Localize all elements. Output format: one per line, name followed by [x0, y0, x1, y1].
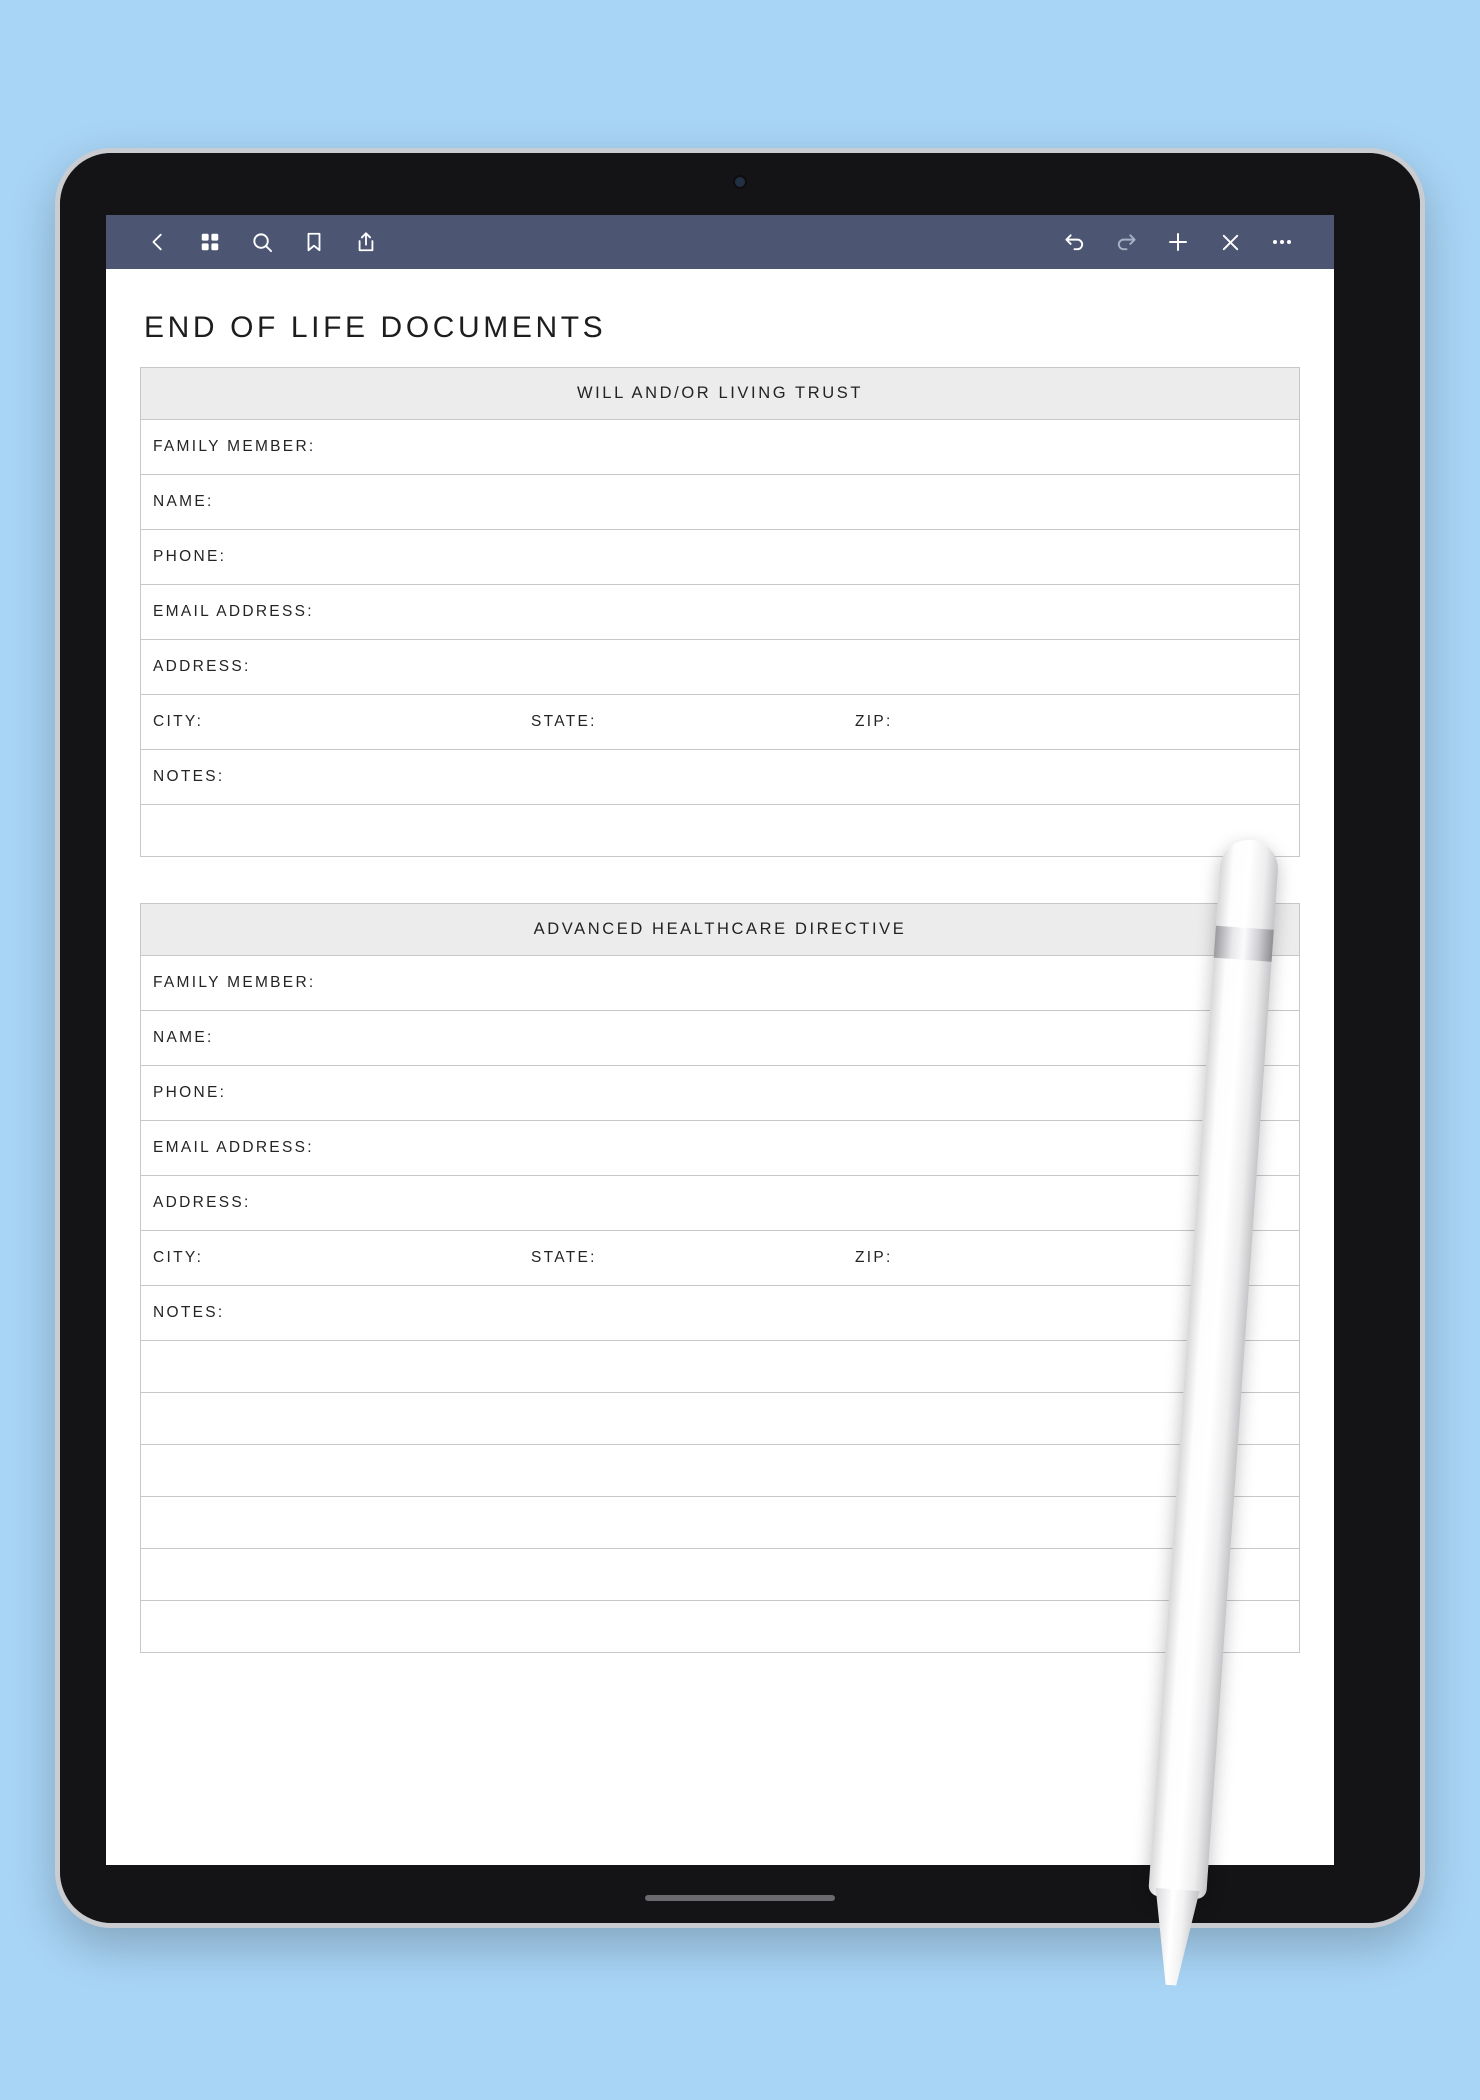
close-icon[interactable]	[1204, 221, 1256, 263]
field-row-address[interactable]	[141, 1176, 1299, 1231]
field-label-state: STATE:	[531, 1249, 597, 1266]
tablet-screen	[106, 215, 1334, 1865]
field-label-notes: NOTES:	[153, 768, 225, 785]
section-heading: ADVANCED HEALTHCARE DIRECTIVE	[141, 904, 1299, 956]
more-icon[interactable]	[1256, 221, 1308, 263]
notes-blank-row[interactable]	[141, 1497, 1299, 1549]
back-icon[interactable]	[132, 221, 184, 263]
bookmark-icon[interactable]	[288, 221, 340, 263]
field-row-address[interactable]	[141, 640, 1299, 695]
add-icon[interactable]	[1152, 221, 1204, 263]
field-label: EMAIL ADDRESS:	[153, 603, 314, 620]
search-icon[interactable]	[236, 221, 288, 263]
thumbnails-icon[interactable]	[184, 221, 236, 263]
toolbar-right-group	[1048, 221, 1308, 263]
undo-icon[interactable]	[1048, 221, 1100, 263]
notes-blank-row[interactable]	[141, 1549, 1299, 1601]
field-row-family-member[interactable]	[141, 956, 1299, 1011]
field-label: ADDRESS:	[153, 658, 251, 675]
redo-icon[interactable]	[1100, 221, 1152, 263]
field-label-zip: ZIP:	[855, 713, 893, 730]
field-row-email-address[interactable]	[141, 1121, 1299, 1176]
field-label: FAMILY MEMBER:	[153, 974, 316, 991]
field-label: FAMILY MEMBER:	[153, 438, 316, 455]
share-icon[interactable]	[340, 221, 392, 263]
field-label-zip: ZIP:	[855, 1249, 893, 1266]
field-row-name[interactable]	[141, 475, 1299, 530]
field-row-notes[interactable]	[141, 1286, 1299, 1341]
field-row-city-state-zip[interactable]	[141, 1231, 1299, 1286]
notes-blank-row[interactable]	[141, 1341, 1299, 1393]
app-toolbar	[106, 215, 1334, 269]
document-page	[106, 269, 1334, 1865]
notes-blank-row[interactable]	[141, 805, 1299, 857]
section-heading: WILL AND/OR LIVING TRUST	[141, 368, 1299, 420]
field-label-city: CITY:	[153, 1249, 204, 1266]
notes-blank-row[interactable]	[141, 1601, 1299, 1653]
field-label: PHONE:	[153, 548, 227, 565]
field-label: PHONE:	[153, 1084, 227, 1101]
field-label-state: STATE:	[531, 713, 597, 730]
field-row-email-address[interactable]	[141, 585, 1299, 640]
page-title: END OF LIFE DOCUMENTS	[144, 311, 607, 344]
section-will-and-or-living-trust	[140, 367, 1300, 857]
field-label-city: CITY:	[153, 713, 204, 730]
field-label: NAME:	[153, 1029, 214, 1046]
field-label: EMAIL ADDRESS:	[153, 1139, 314, 1156]
field-row-name[interactable]	[141, 1011, 1299, 1066]
field-row-phone[interactable]	[141, 530, 1299, 585]
field-row-city-state-zip[interactable]	[141, 695, 1299, 750]
home-indicator	[645, 1895, 835, 1901]
field-label: NAME:	[153, 493, 214, 510]
device-bezel	[60, 153, 1420, 1923]
section-advanced-healthcare-directive	[140, 903, 1300, 1653]
toolbar-left-group	[132, 221, 392, 263]
field-row-notes[interactable]	[141, 750, 1299, 805]
field-row-family-member[interactable]	[141, 420, 1299, 475]
tablet-device	[55, 148, 1425, 1928]
field-row-phone[interactable]	[141, 1066, 1299, 1121]
field-label: ADDRESS:	[153, 1194, 251, 1211]
field-label-notes: NOTES:	[153, 1304, 225, 1321]
front-camera	[735, 177, 745, 187]
notes-blank-row[interactable]	[141, 1445, 1299, 1497]
notes-blank-row[interactable]	[141, 1393, 1299, 1445]
